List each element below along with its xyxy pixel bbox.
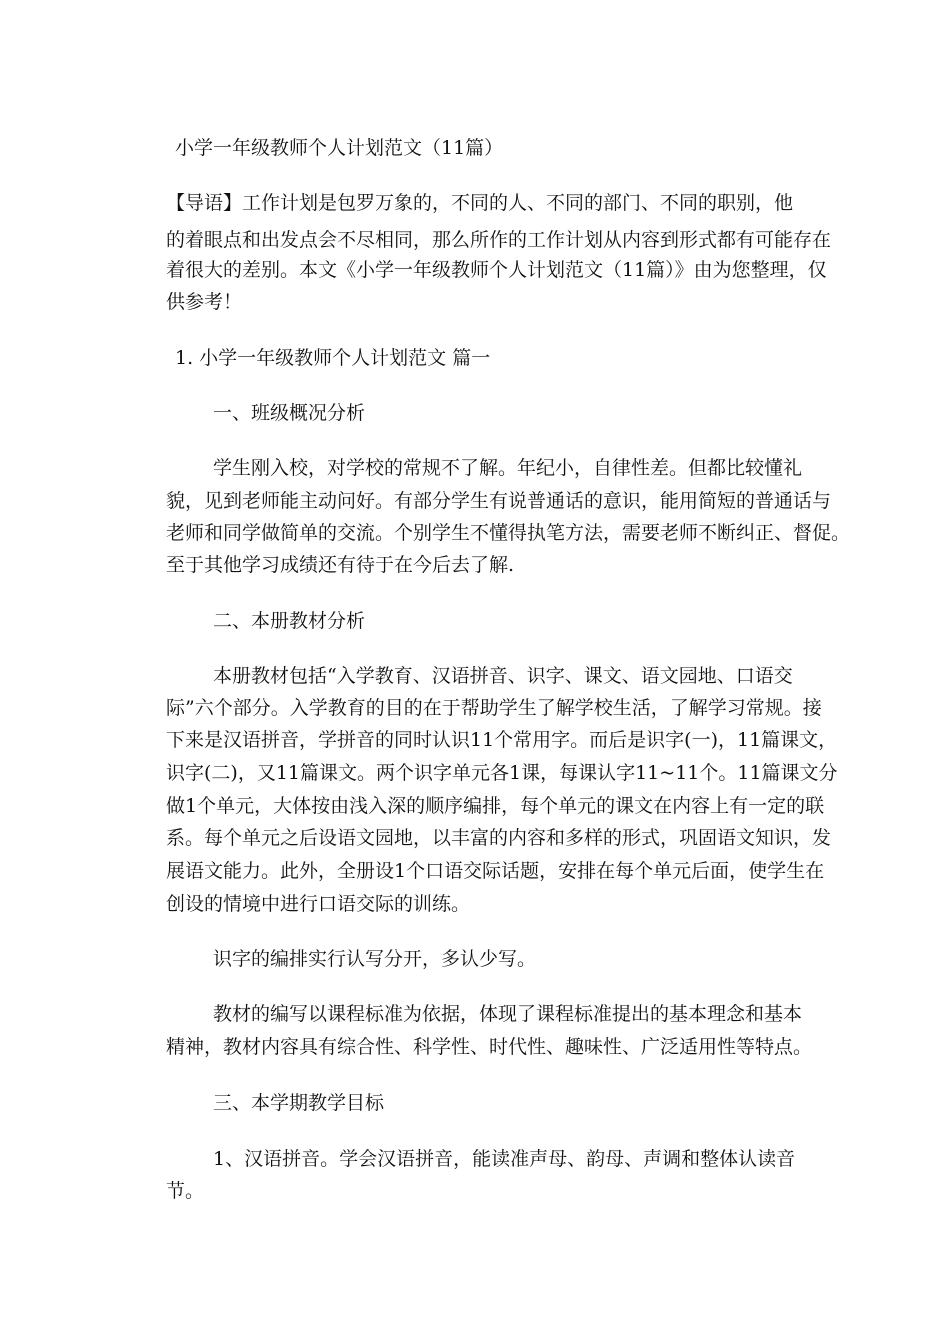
paragraph-line: 老师和同学做简单的交流。个别学生不懂得执笔方法，需要老师不断纠正、督促。 (166, 522, 851, 544)
paragraph-line: 识字的编排实行认写分开，多认少写。 (213, 948, 537, 970)
paragraph-line: 学生刚入校，对学校的常规不了解。年纪小，自律性差。但都比较懂礼 (213, 457, 803, 479)
paragraph-line: 精神，教材内容具有综合性、科学性、时代性、趣味性、广泛适用性等特点。 (166, 1036, 813, 1058)
document-title: 小学一年级教师个人计划范文（11篇） (175, 137, 504, 159)
paragraph-line: 至于其他学习成绩还有待于在今后去了解. (166, 554, 515, 576)
paragraph-line: 教材的编写以课程标准为依据，体现了课程标准提出的基本理念和基本 (213, 1003, 803, 1025)
intro-line: 着很大的差别。本文《小学一年级教师个人计划范文（11篇）》由为您整理，仅 (166, 259, 827, 281)
paragraph-line: 创设的情境中进行口语交际的训练。 (166, 893, 471, 915)
paragraph-line: 下来是汉语拼音，学拼音的同时认识11个常用字。而后是识字(一)，11篇课文， (166, 729, 838, 751)
intro-line: 【导语】工作计划是包罗万象的，不同的人、不同的部门、不同的职别，他 (166, 192, 794, 214)
section-heading: 三、本学期教学目标 (213, 1092, 385, 1114)
paragraph-line: 系。每个单元之后设语文园地，以丰富的内容和多样的形式，巩固语文知识，发 (166, 827, 832, 849)
part-heading: 1. 小学一年级教师个人计划范文 篇一 (175, 347, 491, 369)
section-heading: 一、班级概况分析 (213, 402, 366, 424)
paragraph-line: 貌，见到老师能主动问好。有部分学生有说普通话的意识，能用简短的普通话与 (166, 490, 832, 512)
paragraph-line: 展语文能力。此外，全册设1个口语交际话题，安排在每个单元后面，使学生在 (166, 860, 825, 882)
paragraph-line: 本册教材包括“入学教育、汉语拼音、识字、课文、语文园地、口语交 (213, 665, 793, 687)
section-heading: 二、本册教材分析 (213, 610, 366, 632)
paragraph-line: 际”六个部分。入学教育的目的在于帮助学生了解学校生活，了解学习常规。接 (166, 697, 822, 719)
paragraph-line: 节。 (166, 1180, 205, 1202)
intro-line: 供参考！ (166, 291, 243, 313)
paragraph-line: 1、汉语拼音。学会汉语拼音，能读准声母、韵母、声调和整体认读音 (213, 1148, 796, 1170)
paragraph-line: 识字(二)，又11篇课文。两个识字单元各1课，每课认字11~11个。11篇课文分 (166, 762, 838, 784)
intro-line: 的着眼点和出发点会不尽相同，那么所作的工作计划从内容到形式都有可能存在 (166, 229, 832, 251)
paragraph-line: 做1个单元，大体按由浅入深的顺序编排，每个单元的课文在内容上有一定的联 (166, 795, 825, 817)
